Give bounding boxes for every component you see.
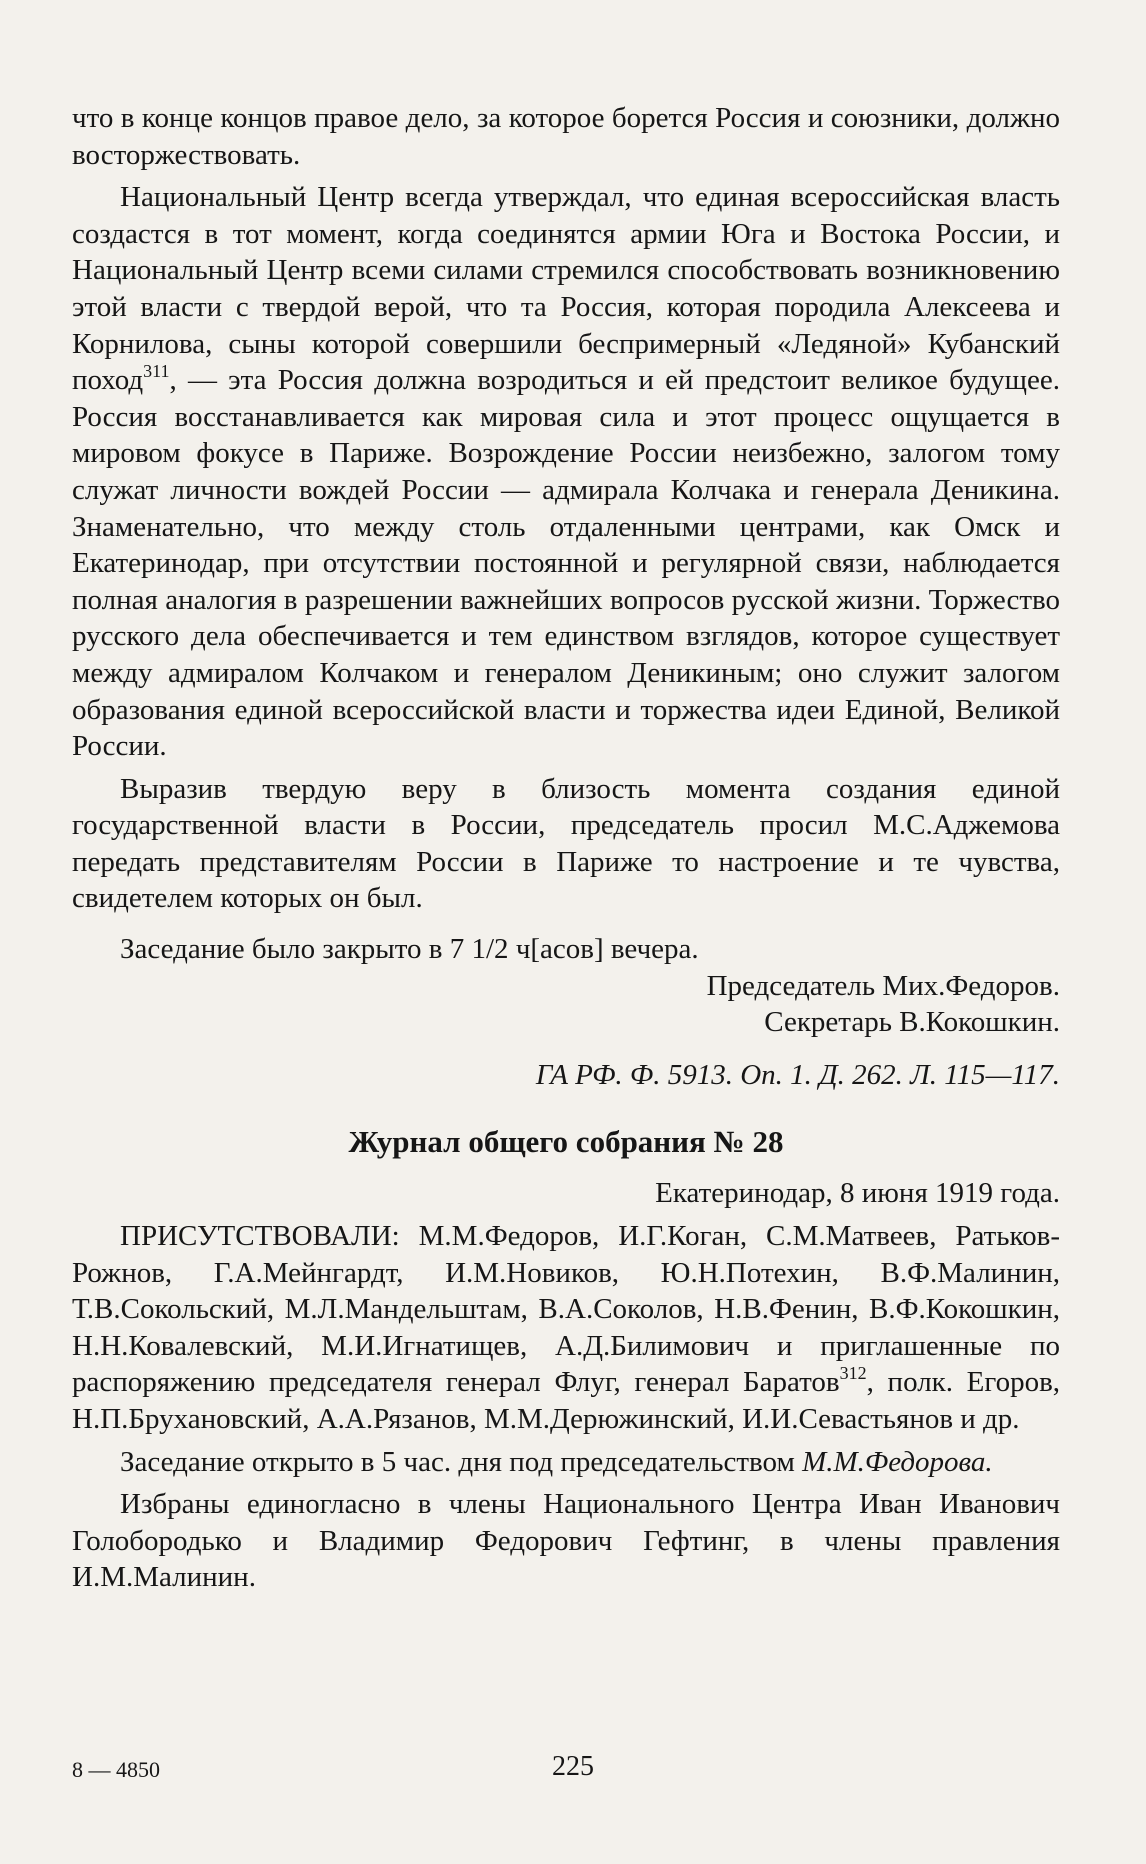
archive-reference: ГА РФ. Ф. 5913. Оп. 1. Д. 262. Л. 115—117. (535, 1058, 1060, 1091)
meeting-closed-line (72, 931, 1060, 968)
place-date: Екатеринодар, 8 июня 1919 года. (655, 1177, 1060, 1210)
paragraph-text: , — эта Россия должна возродиться и ей предстоит великое будущее. Россия восстанавливается как мировая сила и этот процесс ощущается в мировом фокусе в Париже. Возрождение России неизбежно, залогом тому служат личности вождей России — адмирала Колчака и генерала Деникина. Знаменательно, что между столь отдаленными центрами, как Омск и Екатеринодар, при отсутствии постоянной и регулярной связи, наблюдается полная аналогия в разрешении важнейших вопросов русской жизни. Торжество русского дела обеспечивается и тем единством взглядов, которое существует между адмиралом Колчаком и генералом Деникиным; оно служит залогом образования единой всероссийской власти и торжества идеи Единой, Великой России. (72, 364, 1060, 763)
footnote-ref: 311 (143, 361, 170, 382)
printer-signature: 8 — 4850 (72, 1757, 160, 1782)
paragraph-text: , полк. Егоров, Н.П.Брухановский, А.А.Рязанов, М.М.Дерюжинский, И.И.Севастьянов и др. (72, 1366, 1061, 1435)
paragraph-text: ПРИСУТСТВОВАЛИ: М.М.Федоров, И.Г.Коган, С.М.Матвеев, Ратьков-Рожнов, Г.А.Мейнгардт, И.М.Новиков, Ю.Н.Потехин, В.Ф.Малинин, Т.В.Сокольский, М.Л.Мандельштам, В.А.Соколов, Н.В.Фенин, В.Ф.Кокошкин, Н.Н.Ковалевский, М.И.Игнатищев, А.Д.Билимович и приглашенные по распоряжению председателя генерал Флуг, генерал Баратов (72, 1220, 1060, 1399)
paragraph-continuation (72, 100, 1060, 173)
paragraph-national-center (72, 179, 1060, 765)
paragraph-text: что в конце концов правое дело, за которое борется Россия и союзники, должно восторжествовать. (72, 102, 1060, 171)
paragraph-present (72, 1218, 1060, 1438)
chairman-signature: Председатель Мих.Федоров. (706, 969, 1060, 1002)
paragraph-elected (72, 1486, 1060, 1596)
section-heading: Журнал общего собрания № 28 (348, 1124, 784, 1160)
closed-fraction: 1/2 (471, 933, 509, 966)
paragraph-text: Избраны единогласно в члены Национального Центра Иван Иванович Голобородько и Владимир Федорович Гефтинг, в члены правления И.М.Малинин. (72, 1488, 1060, 1594)
paragraph-text: Заседание открыто в 5 час. дня под председательством (120, 1445, 803, 1478)
chair-name: М.М.Федорова. (802, 1445, 993, 1478)
secretary-signature: Секретарь В.Кокошкин. (764, 1006, 1060, 1039)
closed-text: Заседание было закрыто в 7 (120, 933, 472, 966)
paragraph-chairman-request (72, 771, 1060, 917)
paragraph-meeting-opened (72, 1444, 1060, 1481)
paragraph-text: Национальный Центр всегда утверждал, что единая всероссийская власть создастся в тот момент, когда соединятся армии Юга и Востока России, и Национальный Центр всеми силами стремился способствовать возникновению этой власти с твердой верой, что та Россия, которая породила Алексеева и Корнилова, сыны которой совершили беспримерный «Ледяной» Кубанский поход (72, 181, 1060, 397)
page-number: 225 (552, 1751, 594, 1782)
paragraph-text: Выразив твердую веру в близость момента создания единой государственной власти в России, председатель просил М.С.Аджемова передать представителям России в Париже то настроение и те чувства, свидетелем которых он был. (72, 772, 1060, 915)
footnote-ref: 312 (839, 1363, 867, 1384)
closed-text-end: ч[асов] вечера. (508, 933, 699, 966)
text-column (72, 100, 1060, 1596)
